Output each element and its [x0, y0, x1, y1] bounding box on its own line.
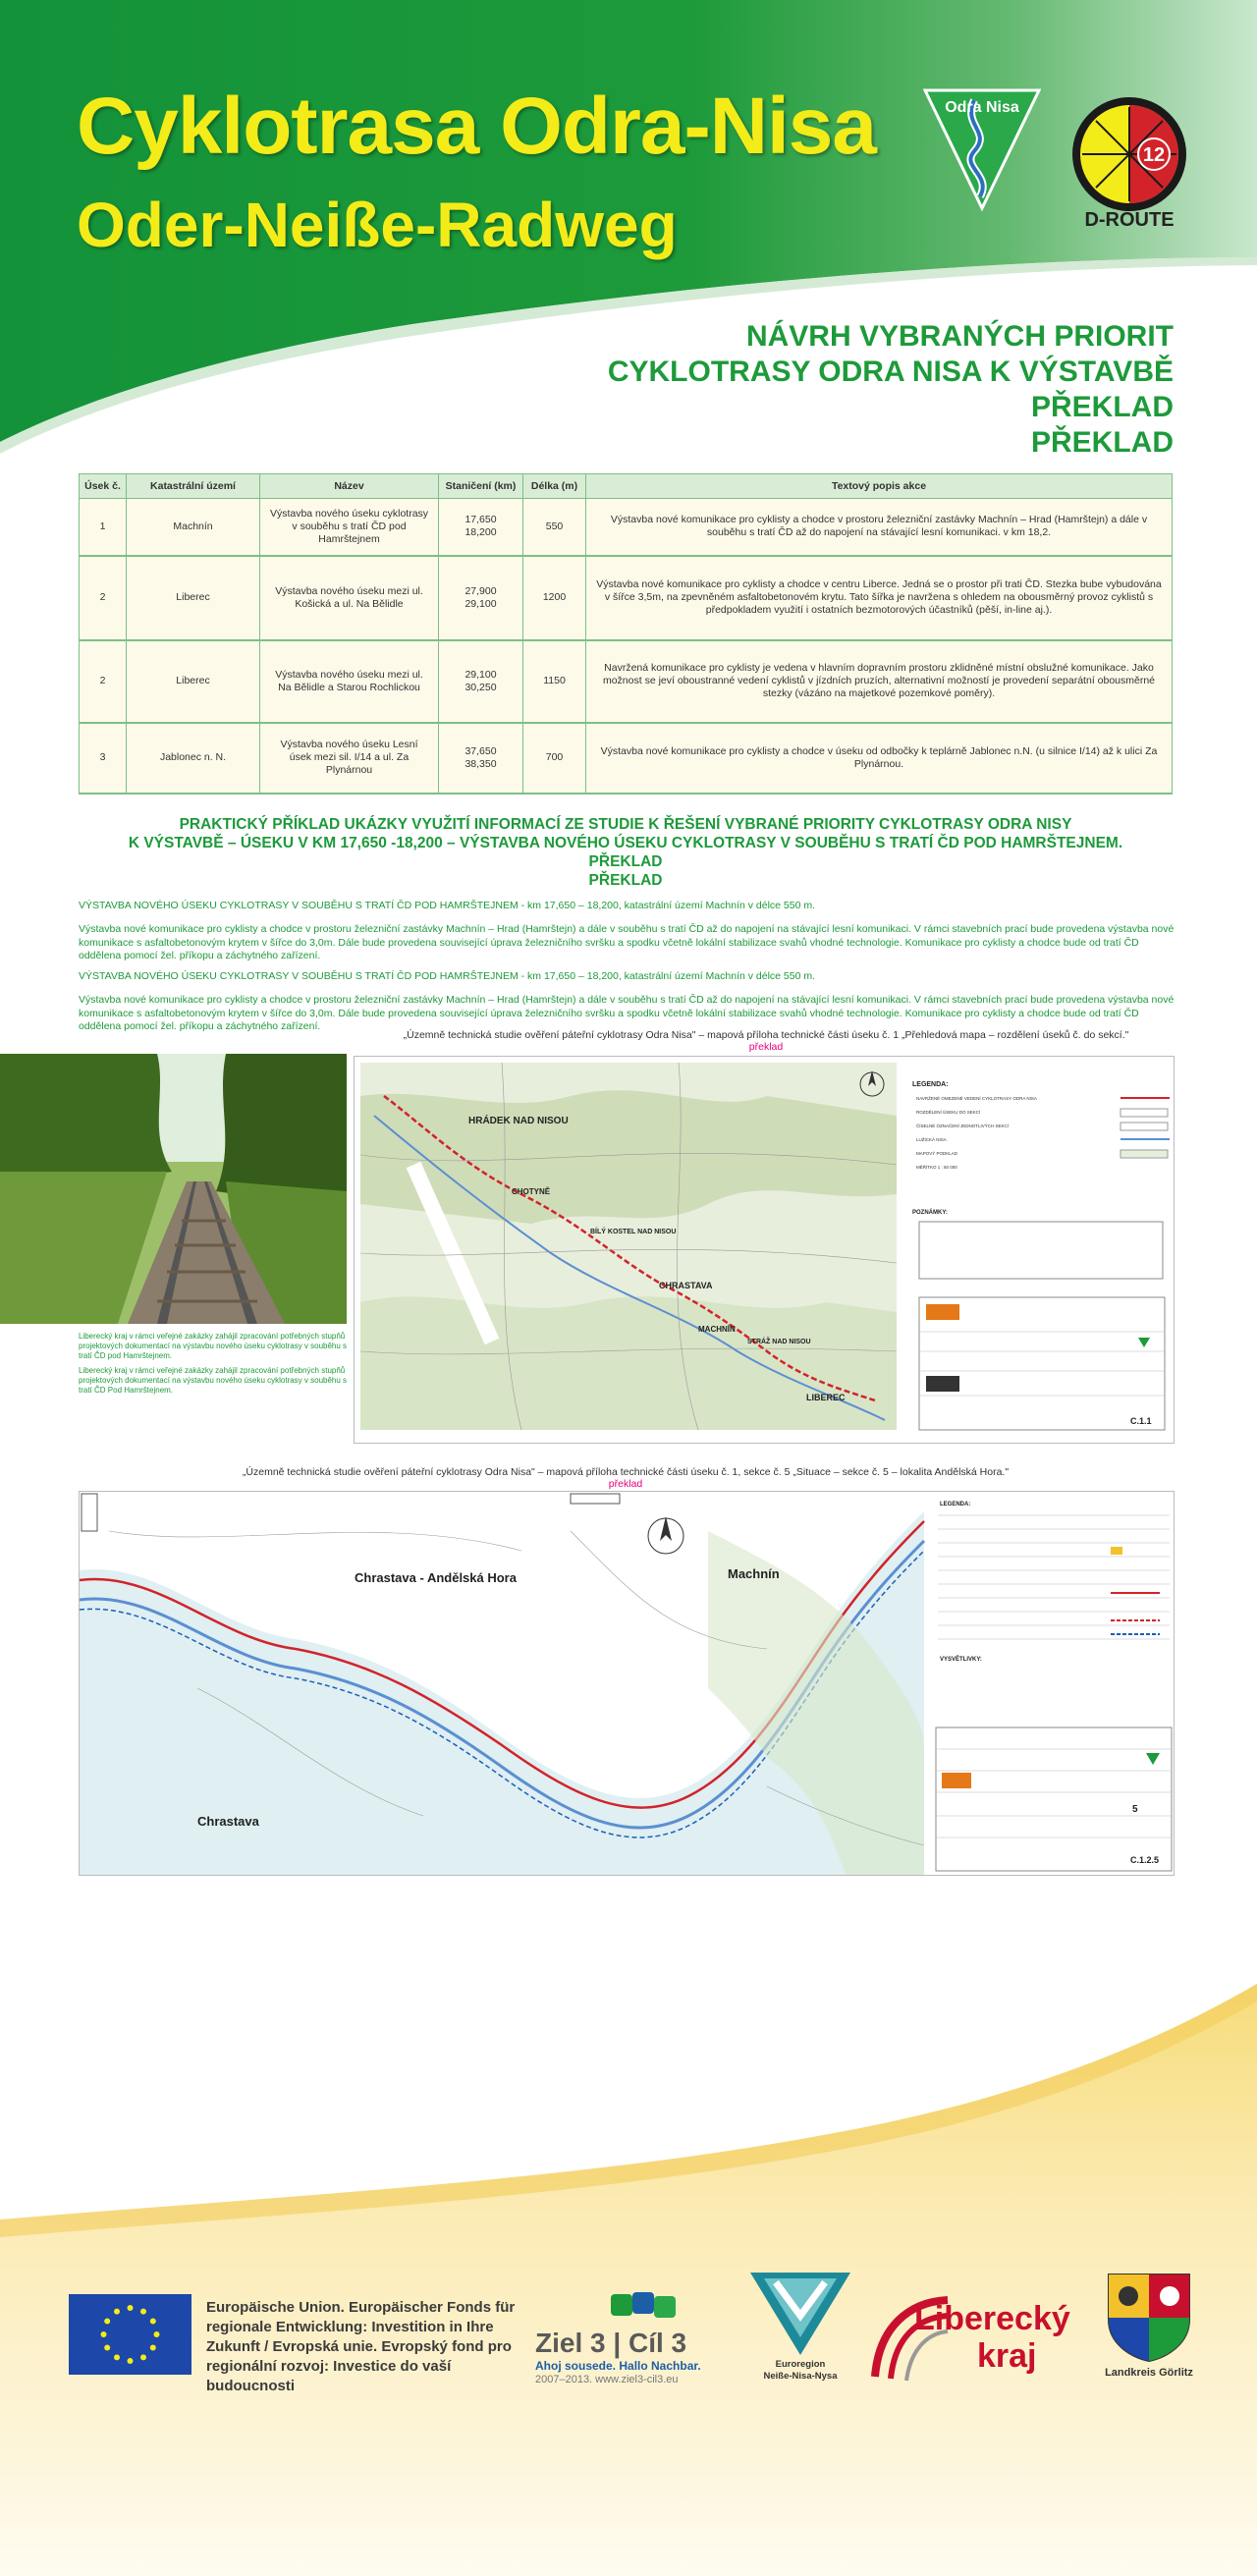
description: Navržená komunikace pro cyklisty je vedena v hlavním dopravním prostoru zklidněné místní obslužné komunikace. Jako možnost se jeví oboustranné vedení cyklistů v jízdních pruzích, alternativní možností je provedení separátní obousměrné stezky (vázáno na majetkové pozemkové poměry). — [586, 640, 1173, 723]
cadastral-area: Liberec — [127, 556, 260, 640]
chainage — [439, 640, 523, 723]
explanations-label: VYSVĚTLIVKY: — [940, 1657, 982, 1663]
chainage — [439, 723, 523, 794]
landkreis-goerlitz-label: Landkreis Görlitz — [1105, 2367, 1193, 2379]
column-header: Katastrální území — [127, 474, 260, 499]
sheet-code: C.1.1 — [1130, 1416, 1152, 1426]
map-scale: MĚŘÍTKO 1 : 50 000 — [916, 1165, 957, 1170]
map-place-label: Chrastava — [197, 1814, 259, 1829]
map1-translation-placeholder: překlad — [748, 1041, 784, 1053]
length: 700 — [523, 723, 586, 794]
section-name: Výstavba nového úseku cyklotrasy v souběhu s tratí ČD pod Hamrštejnem — [260, 499, 439, 556]
map1-caption-text: „Územně technická studie ověření páteřní cyklotrasy Odra Nisa" – mapová příloha technické části úseku č. 1 „Přehledová mapa – rozdělení úseků č. do sekcí." — [403, 1029, 1129, 1041]
legend-title: LEGENDA: — [912, 1081, 949, 1088]
liberecky-kraj-line: kraj — [977, 2337, 1037, 2375]
chainage — [439, 499, 523, 556]
landkreis-goerlitz-coat-of-arms-icon — [1105, 2271, 1193, 2364]
chainage-start: 17,650 — [465, 514, 497, 526]
photo-caption: Liberecký kraj v rámci veřejné zakázky zahájil zpracování potřebných stupňů projektových dokumentací na výstavbu nového úseku cyklotrasy v souběhu s tratí ČD pod Hamrštejnem. — [79, 1332, 348, 1360]
description: Výstavba nové komunikace pro cyklisty a chodce v úseku od odbočky k teplárně Jablonec n.N. (u silnice I/14) až k ulici Za Plynárnou. — [586, 723, 1173, 794]
map-place-label: Machnín — [728, 1566, 780, 1581]
eu-flag-icon — [69, 2294, 191, 2375]
section-number: 2 — [80, 640, 127, 723]
example-paragraph: Výstavba nové komunikace pro cyklisty a chodce v prostoru železniční zastávky Machnín – Hrad (Hamrštejn) a dále v souběhu s tratí ČD až do napojení na stávající lesní komunikaci. V rámci stavebních prací bude provedena výstavba nové komunikace s asfaltobetonovým krytem v šířce do 3,0m. Dále bude provedena související úprava železničního svršku a spodku včetně lokální stabilizace svahů vhodné technologie. Komunikace pro cyklisty a chodce bude od tratí ČD oddělena pomocí žel. příkopu a záchytného zařízení. — [79, 923, 1175, 961]
section-name: Výstavba nového úseku Lesní úsek mezi sil. I/14 a ul. Za Plynárnou — [260, 723, 439, 794]
chainage-end: 30,250 — [465, 681, 497, 693]
chainage-end: 29,100 — [465, 597, 497, 610]
d-route-label: D-ROUTE — [1084, 209, 1175, 231]
length: 1200 — [523, 556, 586, 640]
odra-nisa-logo-text: Odra Nisa — [945, 99, 1019, 116]
practical-example-heading — [79, 815, 1173, 890]
map-place-label: CHRASTAVA — [659, 1281, 713, 1290]
section-number: 5 — [1132, 1804, 1138, 1815]
map-place-label: BÍLÝ KOSTEL NAD NISOU — [590, 1229, 677, 1235]
example-section-title: VÝSTAVBA NOVÉHO ÚSEKU CYKLOTRASY V SOUBĚHU S TRATÍ ČD POD HAMRŠTEJNEM - km 17,650 – 18,200, katastrální území Machnín v délce 550 m. — [79, 970, 816, 982]
map-place-label: LIBEREC — [806, 1393, 846, 1402]
ziel3-slogan: Ahoj sousede. Hallo Nachbar. — [535, 2359, 701, 2373]
column-header: Úsek č. — [80, 474, 127, 499]
chainage-start: 29,100 — [465, 668, 497, 681]
section-number: 3 — [80, 723, 127, 794]
odra-nisa-logo — [923, 86, 1041, 214]
legend-item: NAVRŽENÉ OMEZENÉ VEDENÍ CYKLOTRASY ODRA NISA — [916, 1096, 1037, 1101]
priority-table — [79, 473, 1173, 795]
map2-caption — [79, 1466, 1173, 1490]
main-subtitle: Oder-Neiße-Radweg — [77, 190, 678, 260]
table-row — [80, 499, 1173, 556]
euroregion-label-line: Euroregion — [775, 2359, 826, 2370]
length: 550 — [523, 499, 586, 556]
chainage-start: 37,650 — [465, 744, 497, 757]
overview-map — [354, 1056, 1175, 1444]
column-header: Název — [260, 474, 439, 499]
heading-line: CYKLOTRASY ODRA NISA K VÝSTAVBĚ — [607, 356, 1174, 388]
chainage-end: 38,350 — [465, 757, 497, 770]
ziel3-url: 2007–2013. www.ziel3-cil3.eu — [535, 2374, 679, 2385]
eu-funding-text: Europäische Union. Europäischer Fonds für regionale Entwicklung: Investition in Ihre Zukunft / Evropská unie. Evropský fond pro regionální rozvoj: Investice do vaší budoucnosti — [206, 2299, 516, 2394]
heading-line: K VÝSTAVBĚ – ÚSEKU V KM 17,650 -18,200 – VÝSTAVBA NOVÉHO ÚSEKU CYKLOTRASY V SOUBĚHU S TRATÍ ČD POD HAMRŠTEJNEM. — [128, 835, 1123, 851]
legend-title: LEGENDA: — [940, 1502, 971, 1507]
footer-background — [0, 1984, 1257, 2576]
description: Výstavba nové komunikace pro cyklisty a chodce v prostoru železniční zastávky Machnín – Hrad (Hamrštejn) a dále v souběhu s tratí ČD až do napojení na stávající lesní komunikaci. v km 18,2. — [586, 499, 1173, 556]
chainage-start: 27,900 — [465, 584, 497, 597]
notes-label: POZNÁMKY: — [912, 1210, 948, 1216]
liberecky-kraj-logo — [869, 2288, 1080, 2386]
main-title: Cyklotrasa Odra-Nisa — [77, 82, 877, 171]
ziel3-puzzle-icon — [607, 2288, 685, 2328]
section-name: Výstavba nového úseku mezi ul. Na Bělidle a Starou Rochlickou — [260, 640, 439, 723]
legend-item: MAPOVÝ PODKLAD — [916, 1151, 958, 1156]
euroregion-label — [732, 2359, 869, 2383]
map-place-label: HRÁDEK NAD NISOU — [468, 1116, 569, 1126]
section-number: 2 — [80, 556, 127, 640]
legend-item: ROZDĚLENÍ ÚSEKU DO SEKCÍ — [916, 1110, 981, 1115]
section-situation-map — [79, 1491, 1175, 1876]
example-paragraph: Výstavba nové komunikace pro cyklisty a chodce v prostoru železniční zastávky Machnín – Hrad (Hamrštejn) a dále v souběhu s tratí ČD až do napojení na stávající lesní komunikaci. V rámci stavebních prací bude provedena výstavba nové komunikace s asfaltobetonovým krytem v šířce do 3,0m. Dále bude provedena související úprava železničního svršku a spodku včetně lokální stabilizace svahů vhodné technologie. Komunikace pro cyklisty a chodce bude od tratí ČD oddělena pomocí žel. příkopu a záchytného zařízení. — [79, 994, 1175, 1032]
railway-photo — [0, 1054, 347, 1324]
column-header: Textový popis akce — [586, 474, 1173, 499]
ziel3-logo-text: Ziel 3 | Cíl 3 — [535, 2328, 687, 2358]
example-section-title: VÝSTAVBA NOVÉHO ÚSEKU CYKLOTRASY V SOUBĚHU S TRATÍ ČD POD HAMRŠTEJNEM - km 17,650 – 18,200, katastrální území Machnín v délce 550 m. — [79, 900, 816, 911]
cadastral-area: Liberec — [127, 640, 260, 723]
overview-map-drawing — [355, 1057, 1174, 1443]
priority-proposal-heading — [608, 319, 1174, 461]
sheet-code: C.1.2.5 — [1130, 1855, 1160, 1865]
liberecky-kraj-line: Liberecký — [914, 2300, 1070, 2337]
map2-caption-text: „Územně technická studie ověření páteřní cyklotrasy Odra Nisa" – mapová příloha technické části úseku č. 1, sekce č. 5 „Situace – sekce č. 5 – lokalita Andělská Hora." — [242, 1466, 1010, 1478]
map2-translation-placeholder: překlad — [608, 1478, 643, 1490]
chainage-end: 18,200 — [465, 526, 497, 539]
euroregion-label-line: Neiße-Nisa-Nysa — [763, 2371, 838, 2382]
cadastral-area: Machnín — [127, 499, 260, 556]
photo-caption: Liberecký kraj v rámci veřejné zakázky zahájil zpracování potřebných stupňů projektových dokumentací na výstavbu nového úseku cyklotrasy v souběhu s tratí ČD Pod Hamrštejnem. — [79, 1366, 348, 1395]
map1-caption — [354, 1029, 1178, 1053]
heading-line: PŘEKLAD — [1030, 391, 1174, 423]
legend-item: LUŽICKÁ NISA — [916, 1137, 947, 1142]
table-row — [80, 640, 1173, 723]
heading-line: PŘEKLAD — [588, 853, 663, 870]
description: Výstavba nové komunikace pro cyklisty a chodce v centru Liberce. Jedná se o prostor při trati ČD. Stezka bube vybudována v šířce 3,5m, na zpevněném asfaltobetonovém krytu. Tato šířka je navržena s ohledem na obousměrný provoz cyklistů s předpokladem využití i ostatních bezmotorových účastníků (pěší, in-line aj.). — [586, 556, 1173, 640]
table-row — [80, 723, 1173, 794]
map-place-label: CHOTYNĚ — [512, 1187, 551, 1196]
section-number: 1 — [80, 499, 127, 556]
heading-line: PRAKTICKÝ PŘÍKLAD UKÁZKY VYUŽITÍ INFORMACÍ ZE STUDIE K ŘEŠENÍ VYBRANÉ PRIORITY CYKLOTRASY ODRA NISY — [179, 816, 1072, 833]
situation-map-drawing — [80, 1492, 1174, 1875]
map-place-label: STRÁŽ NAD NISOU — [747, 1339, 811, 1345]
length: 1150 — [523, 640, 586, 723]
chainage — [439, 556, 523, 640]
heading-line: PŘEKLAD — [1030, 426, 1174, 459]
table-header-row — [80, 474, 1173, 499]
column-header: Staničení (km) — [439, 474, 523, 499]
legend-item: ČÍSELNÉ OZNAČENÍ JEDNOTLIVÝCH SEKCÍ — [916, 1124, 1010, 1128]
map-place-label: Chrastava - Andělská Hora — [355, 1570, 517, 1585]
section-name: Výstavba nového úseku mezi ul. Košická a ul. Na Bělidle — [260, 556, 439, 640]
cadastral-area: Jablonec n. N. — [127, 723, 260, 794]
heading-line: PŘEKLAD — [588, 872, 663, 889]
map-place-label: MACHNÍN — [698, 1325, 736, 1334]
table-row — [80, 556, 1173, 640]
column-header: Délka (m) — [523, 474, 586, 499]
heading-line: NÁVRH VYBRANÝCH PRIORIT — [745, 320, 1174, 353]
d-route-number: 12 — [1142, 144, 1166, 166]
